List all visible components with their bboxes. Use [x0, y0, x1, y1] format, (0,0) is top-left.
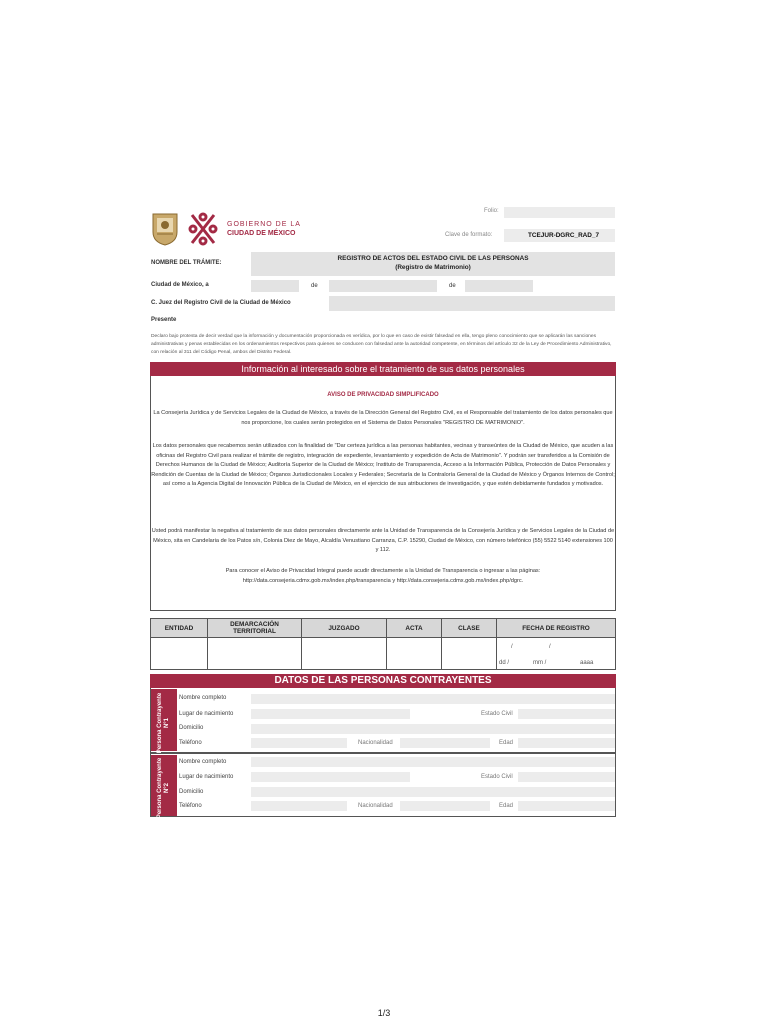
- p1-telefono-label: Teléfono: [179, 740, 202, 746]
- de-label-1: de: [311, 283, 318, 289]
- city-date-label: Ciudad de México, a: [151, 282, 209, 288]
- p1-nacionalidad-field[interactable]: [400, 738, 490, 748]
- col-clase: CLASE: [442, 619, 497, 638]
- privacy-paragraph-1: La Consejería Jurídica y de Servicios Legales de la Ciudad de México, a través de la Dirección General del Registro Civil, es el Responsable del tratamiento de los datos personales que nos proporcione, los cuales serán protegidos en el Sistema de Datos Personales "REGISTRO DE MATRIMONIO".: [153, 410, 613, 426]
- p1-estado-civil-label: Estado Civil: [481, 711, 513, 717]
- juzgado-cell[interactable]: [302, 638, 387, 670]
- p2-edad-field[interactable]: [518, 801, 615, 811]
- p2-telefono-field[interactable]: [251, 801, 347, 811]
- entidad-cell[interactable]: [151, 638, 208, 670]
- p2-edad-label: Edad: [499, 803, 514, 809]
- privacy-subtitle: AVISO DE PRIVACIDAD SIMPLIFICADO: [327, 392, 439, 398]
- date-sep-2: /: [549, 644, 551, 650]
- coat-of-arms-logo: [151, 212, 179, 246]
- p2-estado-civil-label: Estado Civil: [481, 774, 513, 780]
- gov-name-line2: CIUDAD DE MÉXICO: [227, 230, 296, 237]
- p1-nombre-field[interactable]: [251, 694, 615, 704]
- judge-label: C. Juez del Registro Civil de la Ciudad de México: [151, 300, 291, 306]
- tramite-label: NOMBRE DEL TRÁMITE:: [151, 260, 222, 266]
- declaration-text: Declaro bajo protesta de decir verdad que la información y documentación proporcionada es verídica, por lo que en caso de existir falsedad en ella, tengo pleno conocimiento que se aplicarán las sanciones administrativas y penas establecidas en los ordenamientos respectivos para quienes se conducen con falsedad ante la autoridad competente, en términos del artículo 32 de la Ley de Procedimiento Administrativo, con relación al 311 del Código Penal, ambos del Distrito Federal.: [151, 334, 612, 355]
- p1-domicilio-field[interactable]: [251, 724, 615, 734]
- p1-edad-field[interactable]: [518, 738, 615, 748]
- month-field[interactable]: [329, 280, 437, 292]
- de-label-2: de: [449, 283, 456, 289]
- presente-label: Presente: [151, 317, 177, 323]
- p1-lugar-label: Lugar de nacimiento: [179, 711, 234, 717]
- p1-lugar-field[interactable]: [251, 709, 410, 719]
- p1-estado-civil-field[interactable]: [518, 709, 615, 719]
- p2-estado-civil-field[interactable]: [518, 772, 615, 782]
- folio-field[interactable]: [504, 207, 615, 218]
- col-entidad: ENTIDAD: [151, 619, 208, 638]
- privacy-paragraph-3: Usted podrá manifestar la negativa al tratamiento de sus datos personales directamente ante la Unidad de Transparencia de la Consejería Jurídica y de Servicios Legales de la Ciudad de México, sita en Candelaria de los Patos s/n, Colonia Diez de Mayo, Alcaldía Venustiano Carranza, C.P. 15290, Ciudad de México, con número telefónico (55) 5522 5140 extensiones 100 y 112.: [151, 528, 615, 554]
- persona-1-label: Persona Contrayente N°1: [157, 692, 170, 754]
- cdmx-logo: [188, 211, 218, 247]
- format-key-value: TCEJUR-DGRC_RAD_7: [528, 232, 600, 239]
- gov-name-line1: GOBIERNO DE LA: [227, 221, 301, 228]
- tramite-title-line1: REGISTRO DE ACTOS DEL ESTADO CIVIL DE LAS PERSONAS: [337, 255, 529, 262]
- privacy-paragraph-2: Los datos personales que recabemos serán utilizados con la finalidad de "Dar certeza jurídica a las personas habitantes, vecinas y transeúntes de la Ciudad de México, que acuden a las oficinas del Registro Civil para realizar el trámite de registro, integración de expediente, levantamiento y expedición de Acta de Matrimonio". Y podrán ser transferidos a la Comisión de Derechos Humanos de la Ciudad de México; Auditoría Superior de la Ciudad de México; Instituto de Transparencia, Acceso a la Información Pública, Protección de Datos Personales y Rendición de Cuentas de la Ciudad de México; Órganos Jurisdiccionales Locales y Federales; Secretaría de la Contraloría General de la Ciudad de México y Órganos Internos de Control; así como a la Agencia Digital de Innovación Pública de la Ciudad de México, en el ejercicio de sus atribuciones de investigación, y que estén debidamente fundados y motivados.: [151, 443, 615, 488]
- p1-domicilio-label: Domicilio: [179, 725, 204, 731]
- fecha-cell[interactable]: [497, 638, 616, 670]
- contrayentes-header: DATOS DE LAS PERSONAS CONTRAYENTES: [150, 674, 616, 688]
- col-fecha: FECHA DE REGISTRO: [497, 619, 616, 638]
- p2-lugar-label: Lugar de nacimiento: [179, 774, 234, 780]
- p2-nombre-label: Nombre completo: [179, 759, 227, 765]
- date-aaaa-hint: aaaa: [580, 660, 594, 666]
- p2-lugar-field[interactable]: [251, 772, 410, 782]
- date-sep-1: /: [511, 644, 513, 650]
- p1-nacionalidad-label: Nacionalidad: [358, 740, 393, 746]
- date-dd-hint: dd /: [499, 660, 510, 666]
- p1-nombre-label: Nombre completo: [179, 695, 227, 701]
- privacy-paragraph-4: Para conocer el Aviso de Privacidad Integral puede acudir directamente a la Unidad de Transparencia o ingresar a las páginas: http://data.consejeria.cdmx.gob.mx/index.php/transparencia y http://data.consejeria.cdmx.gob.mx/index.php/dgrc.: [225, 568, 541, 584]
- day-field[interactable]: [251, 280, 299, 292]
- privacy-header: Información al interesado sobre el tratamiento de sus datos personales: [150, 362, 616, 376]
- p2-domicilio-label: Domicilio: [179, 789, 204, 795]
- date-mm-hint: mm /: [533, 660, 547, 666]
- clase-cell[interactable]: [442, 638, 497, 670]
- demarcacion-cell[interactable]: [208, 638, 302, 670]
- p2-nombre-field[interactable]: [251, 757, 615, 767]
- col-demarcacion: DEMARCACIÓN TERRITORIAL: [208, 619, 302, 638]
- p2-domicilio-field[interactable]: [251, 787, 615, 797]
- col-juzgado: JUZGADO: [302, 619, 387, 638]
- col-acta: ACTA: [387, 619, 442, 638]
- p1-edad-label: Edad: [499, 740, 514, 746]
- acta-cell[interactable]: [387, 638, 442, 670]
- persona-2-label: Persona Contrayente N°2: [157, 757, 170, 819]
- page-number: 1/3: [377, 1008, 391, 1018]
- year-field[interactable]: [465, 280, 533, 292]
- p2-nacionalidad-label: Nacionalidad: [358, 803, 393, 809]
- p2-nacionalidad-field[interactable]: [400, 801, 490, 811]
- judge-field[interactable]: [329, 296, 615, 311]
- tramite-title-line2: (Registro de Matrimonio): [395, 264, 471, 271]
- p2-telefono-label: Teléfono: [179, 803, 202, 809]
- folio-label: Folio:: [484, 208, 499, 214]
- format-key-label: Clave de formato:: [445, 232, 493, 238]
- contrayentes-divider: [150, 752, 616, 754]
- p1-telefono-field[interactable]: [251, 738, 347, 748]
